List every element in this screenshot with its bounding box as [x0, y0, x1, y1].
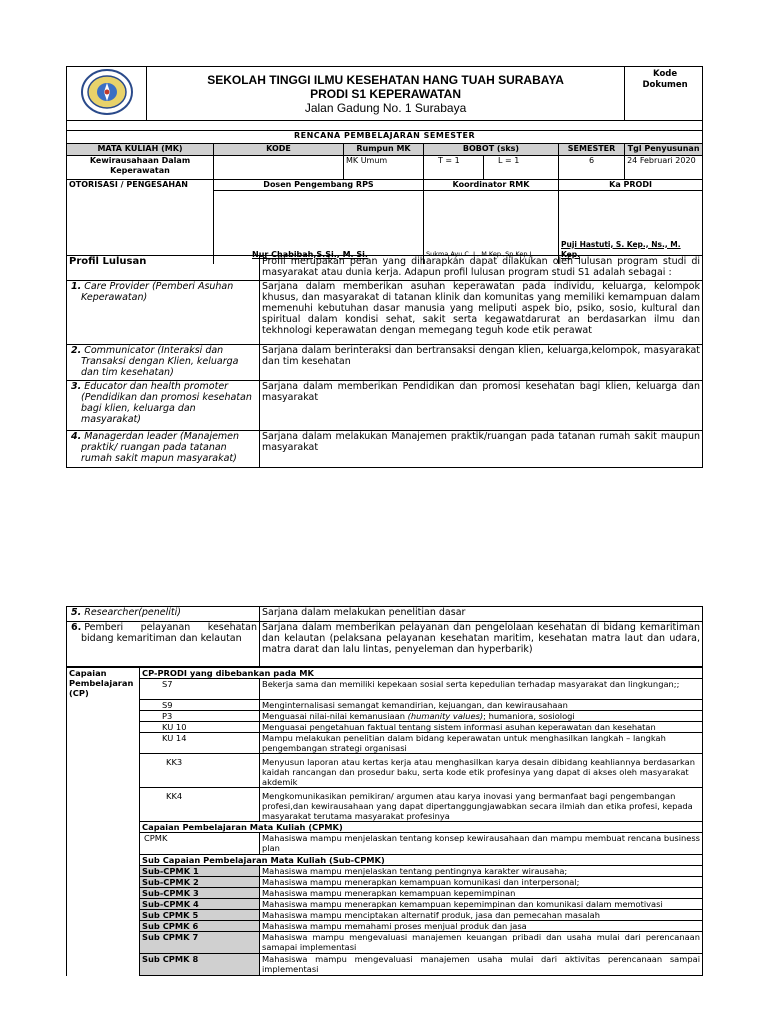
sub-cpmk-code: Sub-CPMK 3 [140, 888, 260, 899]
profil-desc-1: Sarjana dalam memberikan asuhan keperawatan pada individu, keluarga, kelompok khusus, dan masyarakat di tatanan klinik dan komunitas yang memiliki kemampuan dalam memenuhi kebutuhan dasar manusia yang meliputi aspek bio, psiko, sosio, kultural dan spiritual dalam kondisi sehat, sakit serta kegawatdarurat an berdasarkan ilmu dan tekhnologi keperawatan dengan memegang teguh kode etik perawat [260, 281, 703, 345]
cp-label: Capaian Pembelajaran (CP) [67, 668, 140, 932]
sub-cpmk-text: Mahasiswa mampu menerapkan kemampuan komunikasi dan interpersonal; [260, 877, 703, 888]
dosen-label: Dosen Pengembang RPS [214, 180, 423, 191]
sub-cpmk-text: Mahasiswa mampu menerapkan kemampuan kepemimpinan [260, 888, 703, 899]
sub-cpmk-text: Mahasiswa mampu menerapkan kemampuan kepemimpinan dan komunikasi dalam memotivasi [260, 899, 703, 910]
cp-text: Menguasai pengetahuan faktual tentang sistem informasi asuhan keperawatan dan kesehatan [260, 722, 703, 733]
profil-role-6: 6. Pemberi pelayanan kesehatan bidang kemaritiman dan kelautan [67, 622, 260, 667]
profil-desc-2: Sarjana dalam berinteraksi dan bertransaksi dengan klien, keluarga,kelompok, masyarakat dan tim kesehatan [260, 345, 703, 381]
cp-text: Bekerja sama dan memiliki kepekaan sosial serta kepedulian terhadap masyarakat dan lingkungan;; [260, 679, 703, 700]
program-name: PRODI S1 KEPERAWATAN [310, 86, 461, 101]
cpmk-head: Capaian Pembelajaran Mata Kuliah (CPMK) [140, 822, 703, 833]
profil-desc-4: Sarjana dalam melakukan Manajemen praktik/ruangan pada tatanan rumah sakit maupun masyarakat [260, 431, 703, 468]
profil-desc-5: Sarjana dalam melakukan penelitian dasar [260, 607, 703, 622]
profil-table [66, 255, 703, 468]
rumpun-head: Rumpun MK [344, 144, 424, 156]
institution-address: Jalan Gadung No. 1 Surabaya [304, 100, 467, 115]
profil-role-2: 2. Communicator (Interaksi dan Transaksi dengan Klien, keluarga dan tim kesehatan) [67, 345, 260, 381]
profil-role-3: 3. Educator dan health promoter (Pendidikan dan promosi kesehatan bagi klien, keluarga dan masyarakat) [67, 381, 260, 431]
sub-cpmk-code: Sub-CPMK 2 [140, 877, 260, 888]
otorisasi-label: OTORISASI / PENGESAHAN [67, 180, 214, 264]
cp-text: Mampu melakukan penelitian dalam bidang keperawatan untuk menghasilkan langkah – langkah pengembangan strategi organisasi [260, 733, 703, 754]
profil-role-4: 4. Managerdan leader (Manajemen praktik/ ruangan pada tatanan rumah sakit mapun masyarakat) [67, 431, 260, 468]
cp-code: KU 14 [140, 733, 260, 754]
kode-head: KODE [214, 144, 344, 156]
sub-cpmk-code: Sub CPMK 6 [140, 921, 260, 932]
rps-header-table [66, 66, 703, 264]
sub-cpmk-code: Sub-CPMK 4 [140, 899, 260, 910]
cp-text: Menginternalisasi semangat kemandirian, kejuangan, dan kewirausahaan [260, 700, 703, 711]
sub-cpmk-code: Sub-CPMK 1 [140, 866, 260, 877]
sub-cpmk-text: Mahasiswa mampu menjelaskan tentang pentingnya karakter wirausaha; [260, 866, 703, 877]
cp-code: KK3 [140, 754, 260, 788]
semester-head: SEMESTER [559, 144, 625, 156]
cp-code: S9 [140, 700, 260, 711]
rps-title: RENCANA PEMBELAJARAN SEMESTER [67, 131, 703, 144]
sub-cpmk-code: Sub CPMK 5 [140, 910, 260, 921]
rmk-name: Sukma Ayu C. I., M.Kep.,Sp.Kep.J. [426, 249, 534, 258]
cp-prodi-head: CP-PRODI yang dibebankan pada MK [140, 668, 703, 679]
course-date: 24 Februari 2020 [625, 156, 703, 180]
cp-code: S7 [140, 679, 260, 700]
bobot-head: BOBOT (sks) [424, 144, 559, 156]
course-t: T = 1 [424, 156, 484, 180]
cp-code: KK4 [140, 788, 260, 822]
profil-table-2 [66, 606, 703, 667]
dosen-name: Nur Chabibah,S.Si., M. Si. [252, 249, 368, 259]
sub-cpmk-head: Sub Capaian Pembelajaran Mata Kuliah (Sub-CPMK) [140, 855, 703, 866]
dosen-cell [214, 180, 424, 264]
cp-text: Menyusun laporan atau kertas kerja atau menghasilkan karya desain dibidang keahliannya berdasarkan kaidah rancangan dan prosedur baku, serta kode etik profesinya yang dapat di akses oleh masyarakat akdemik [260, 754, 703, 788]
sub-cpmk-text: Mahasiswa mampu mengevaluasi manajemen usaha mulai dari aktivitas perencanaan sampai implementasi [260, 954, 703, 976]
profil-desc-3: Sarjana dalam memberikan Pendidikan dan promosi kesehatan bagi klien, keluarga dan masyarakat [260, 381, 703, 431]
cp-code: KU 10 [140, 722, 260, 733]
sub-cpmk-text: Mahasiswa mampu memahami proses menjual produk dan jasa [260, 921, 703, 932]
rmk-label: Koordinator RMK [424, 180, 558, 191]
rmk-cell [424, 180, 559, 264]
course-semester: 6 [559, 156, 625, 180]
profil-role-1: 1. Care Provider (Pemberi Asuhan Keperawatan) [67, 281, 260, 345]
cpmk-text: Mahasiswa mampu menjelaskan tentang konsep kewirausahaan dan mampu membuat rencana business plan [260, 833, 703, 855]
institution-name: SEKOLAH TINGGI ILMU KESEHATAN HANG TUAH SURABAYA [207, 72, 564, 87]
profil-label: Profil Lulusan [67, 256, 260, 281]
institution-logo-icon [80, 68, 134, 116]
kode-dokumen-label: Kode Dokumen [642, 69, 688, 90]
cp-code: P3 [140, 711, 260, 722]
cpmk-code: CPMK [140, 833, 260, 855]
cp-text: Menguasai nilai-nilai kemanusiaan (humanity values); humaniora, sosiologi [260, 711, 703, 722]
course-rumpun: MK Umum [344, 156, 424, 180]
cp-text: Mengkomunikasikan pemikiran/ argumen atau karya inovasi yang bermanfaat bagi pengembangan profesi,dan kewirausahaan yang dapat dipertanggungjawabkan secara ilmiah dan etika profesi, kepada masyarakat terutama masyarakat profesinya [260, 788, 703, 822]
course-l: L = 1 [484, 156, 559, 180]
course-name: Kewirausahaan Dalam Keperawatan [67, 156, 214, 180]
tgl-head: Tgl Penyusunan [625, 144, 703, 156]
profil-desc-6: Sarjana dalam memberikan pelayanan dan pengelolaan kesehatan di bidang kemaritiman dan kelautan (pelaksana pelayanan kesehatan maritim, kesehatan matra laut dan udara, matra darat dan lalu lintas, penyeleman dan hyperbarik) [260, 622, 703, 667]
kaprodi-label: Ka PRODI [559, 180, 702, 191]
sub-cpmk-text: Mahasiswa mampu menciptakan alternatif produk, jasa dan pemecahan masalah [260, 910, 703, 921]
logo-cell [67, 67, 147, 121]
course-code [214, 156, 344, 180]
mk-head: MATA KULIAH (MK) [67, 144, 214, 156]
kaprodi-cell [559, 180, 703, 264]
sub-cpmk-text: Mahasiswa mampu mengevaluasi manajemen keuangan pribadi dan usaha mulai dari perencanaan samapai implementasi [260, 932, 703, 954]
cp-table [66, 667, 703, 976]
profil-role-5: 5. Researcher(peneliti) [67, 607, 260, 622]
profil-intro: Profil merupakan peran yang diharapkan dapat dilakukan oleh lulusan program studi di masyarakat atau dunia kerja. Adapun profil lulusan program studi S1 adalah sebagai : [260, 256, 703, 281]
sub-cpmk-code: Sub CPMK 7 [140, 932, 260, 954]
sub-cpmk-code: Sub CPMK 8 [140, 954, 260, 976]
kaprodi-name: Puji Hastuti, S. Kep., Ns., M. Kep. [561, 239, 681, 259]
